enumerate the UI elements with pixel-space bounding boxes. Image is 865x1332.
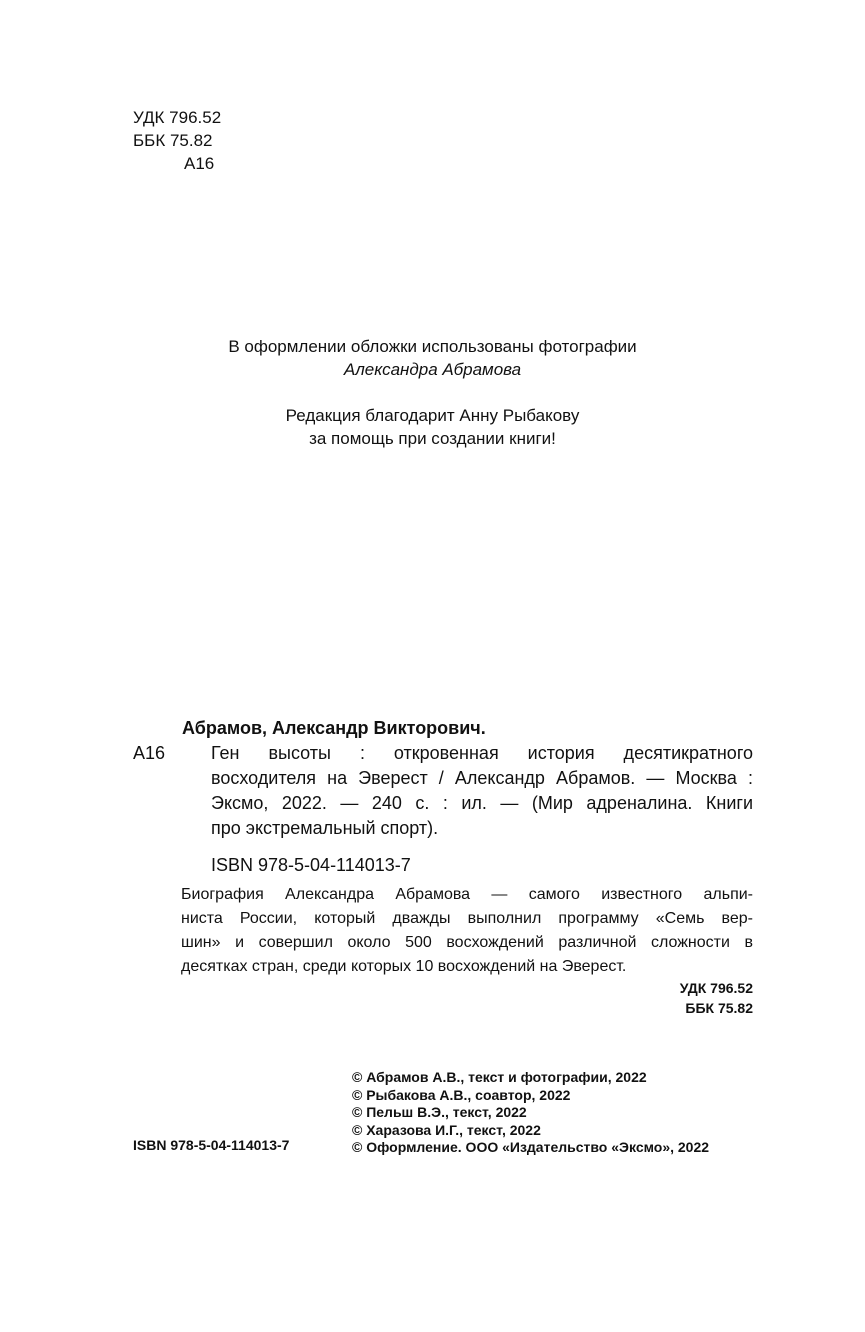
description-line: Ген высоты : откровенная история десятикратного <box>211 743 753 763</box>
udk-code: УДК 796.52 <box>679 980 753 996</box>
catalog-record <box>133 716 753 878</box>
catalog-description-row <box>133 741 753 841</box>
catalog-author: Абрамов, Александр Викторович. <box>182 718 486 738</box>
description-line: про экстремальный спорт). <box>211 818 439 838</box>
annotation <box>181 883 753 979</box>
acknowledgement <box>0 404 865 450</box>
catalog-description <box>211 741 753 841</box>
bottom-classification-codes <box>680 978 753 1018</box>
copyright-block <box>352 1069 709 1157</box>
author-mark: А16 <box>184 154 215 173</box>
copyright-line: © Рыбакова А.В., соавтор, 2022 <box>352 1086 571 1103</box>
cover-credits <box>0 335 865 381</box>
annotation-line: шин» и совершил около 500 восхождений различной сложности в <box>181 934 753 951</box>
annotation-line: ниста России, который дважды выполнил программу «Семь вер- <box>181 910 753 927</box>
cover-credit-line: В оформлении обложки использованы фотографии <box>228 337 637 356</box>
top-classification-codes <box>133 106 221 175</box>
photographer-name: Александра Абрамова <box>343 360 522 379</box>
acknowledgement-line: за помощь при создании книги! <box>309 429 556 448</box>
catalog-isbn: ISBN 978-5-04-114013-7 <box>211 855 411 875</box>
isbn-bottom: ISBN 978-5-04-114013-7 <box>133 1137 290 1153</box>
annotation-line: Биография Александра Абрамова — самого известного альпи- <box>181 886 753 903</box>
catalog-author-mark: А16 <box>133 743 166 763</box>
copyright-line: © Харазова И.Г., текст, 2022 <box>352 1121 541 1138</box>
acknowledgement-line: Редакция благодарит Анну Рыбакову <box>285 406 580 425</box>
annotation-line: десятках стран, среди которых 10 восхождений на Эверест. <box>181 958 627 975</box>
udk-code: УДК 796.52 <box>133 108 222 127</box>
copyright-line: © Пельш В.Э., текст, 2022 <box>352 1104 527 1120</box>
description-line: Эксмо, 2022. — 240 с. : ил. — (Мир адреналина. Книги <box>211 793 753 813</box>
description-line: восходителя на Эверест / Александр Абрамов. — Москва : <box>211 768 753 788</box>
bbk-code: ББК 75.82 <box>133 131 213 150</box>
copyright-line: © Оформление. ООО «Издательство «Эксмо», 2022 <box>352 1139 710 1155</box>
copyright-line: © Абрамов А.В., текст и фотографии, 2022 <box>352 1069 647 1085</box>
bbk-code: ББК 75.82 <box>685 1000 753 1016</box>
